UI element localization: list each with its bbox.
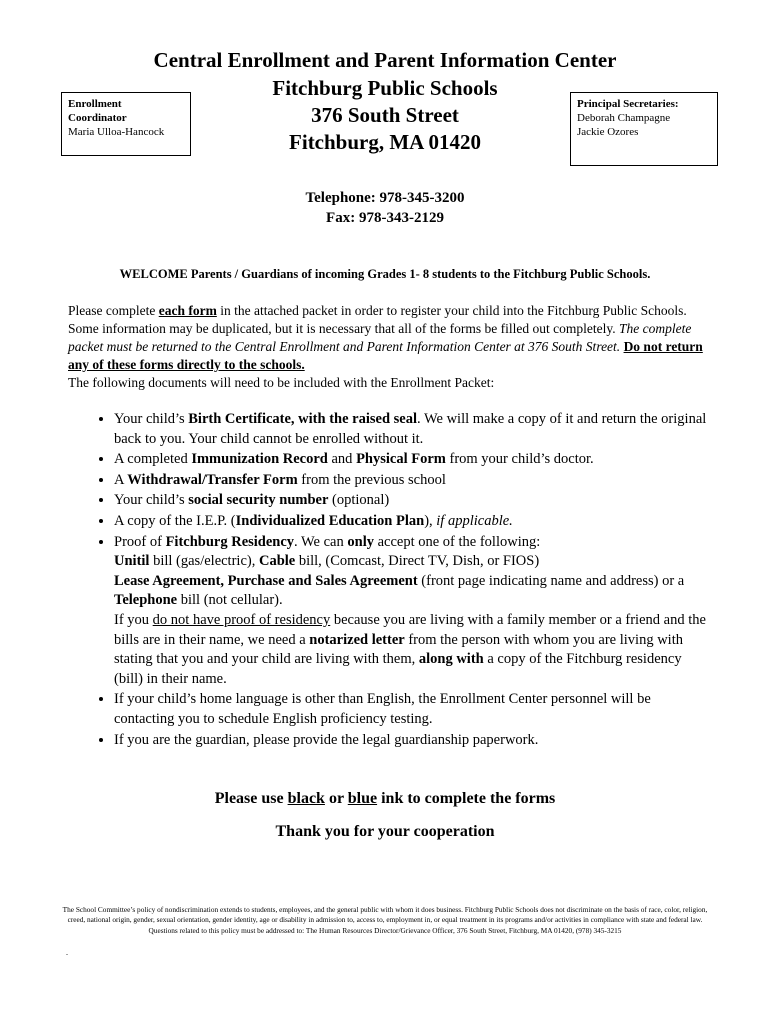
thank-you-note: Thank you for your cooperation	[275, 823, 495, 840]
city-state-zip: Fitchburg, MA 01420	[289, 130, 481, 154]
list-item: • A completed Immunization Record and Physical Form from your child’s doctor.	[114, 450, 708, 470]
list-item: • Your child’s Birth Certificate, with the raised seal. We will make a copy of it and return the original back to you. Your child cannot be enrolled without it.	[114, 410, 708, 449]
stray-mark: .	[66, 948, 68, 957]
list-item: • If your child’s home language is other than English, the Enrollment Center personnel will be contacting you to schedule English proficiency testing.	[114, 690, 708, 729]
nondiscrimination-footer: The School Committee’s policy of nondiscrimination extends to students, employees, and the general public with whom it does business. Fitchburg Public Schools does not discriminate on the basis of race, color, religion, creed, national origin, gender, sexual orientation, gender identity, age or disability in admission to, access to, employment in, or equal treatment in its programs and/or activities in compliance with state and federal law. Questions related to this policy must be addressed to: The Human Resources Director/Grievance Officer, 376 South Street, Fitchburg, MA 01420, (978) 345-3215	[62, 905, 708, 935]
coordinator-name: Maria Ulloa-Hancock	[68, 126, 165, 138]
list-item: • If you are the guardian, please provide the legal guardianship paperwork.	[114, 731, 708, 751]
secretaries-role: Principal Secretaries:	[577, 98, 679, 110]
required-documents-list	[68, 410, 708, 751]
fax: Fax: 978-343-2129	[326, 210, 444, 226]
each-form-emphasis: each form	[158, 303, 217, 318]
do-not-return-warning: Do not return any of these forms directly to the schools.	[68, 339, 703, 372]
school-name: Fitchburg Public Schools	[272, 76, 498, 100]
secretary-name-2: Jackie Ozores	[577, 126, 639, 138]
coordinator-role-line2: Coordinator	[68, 112, 127, 124]
principal-secretaries-box	[570, 92, 718, 166]
enrollment-coordinator-box	[61, 92, 191, 156]
telephone: Telephone: 978-345-3200	[305, 190, 465, 206]
intro-paragraph: Please complete each form in the attached packet in order to register your child into the Fitchburg Public Schools. Some information may be duplicated, but it is necessary that all of the forms be filled out completely. The complete packet must be returned to the Central Enrollment and Parent Information Center at 376 South Street. Do not return any of these forms directly to the schools. The following documents will need to be included with the Enrollment Packet:	[68, 303, 703, 390]
coordinator-role-line1: Enrollment	[68, 98, 122, 110]
list-item: • Your child’s social security number (optional)	[114, 491, 708, 511]
ink-instruction: Please use black or blue ink to complete the forms	[214, 790, 556, 807]
list-item: • Proof of Fitchburg Residency. We can only accept one of the following: Unitil bill (gas/electric), Cable bill, (Comcast, Direct TV, Dish, or FIOS) Lease Agreement, Purchase and Sales Agreement (front page indicating name and address) or a Telephone bill (not cellular). If you do not have proof of residency because you are living with a family member or a friend and the bills are in their name, we need a notarized letter from the person with whom you are living with stating that you and your child are living with them, along with a copy of the Fitchburg residency (bill) in their name.	[114, 533, 708, 690]
list-item: • A copy of the I.E.P. (Individualized Education Plan), if applicable.	[114, 512, 708, 532]
page-title: Central Enrollment and Parent Information Center	[153, 48, 617, 72]
secretary-name-1: Deborah Champagne	[577, 112, 671, 124]
street-address: 376 South Street	[311, 103, 459, 127]
list-item: • A Withdrawal/Transfer Form from the previous school	[114, 471, 708, 491]
welcome-heading: WELCOME Parents / Guardians of incoming Grades 1- 8 students to the Fitchburg Public Schools.	[119, 267, 651, 281]
